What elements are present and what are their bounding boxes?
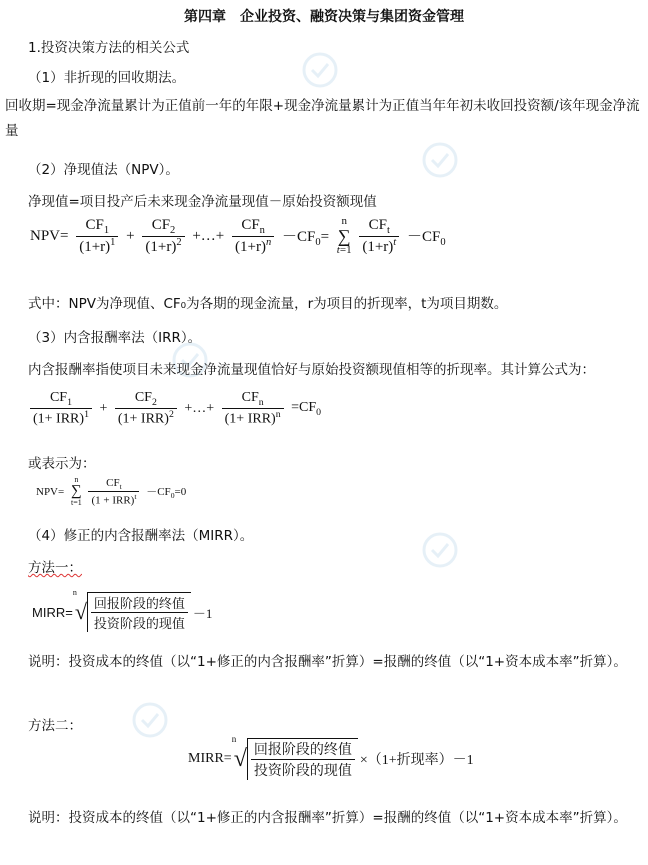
- section-heading: 1.投资决策方法的相关公式: [28, 40, 190, 56]
- npv-formula: NPV= $\frac{CF_1}{(1+r)^1}$ + $\frac{CF_2}{(1+r)^2}$ +…+ $\frac{CF_n}{(1+r)^n}$ $-CF_0=$ n ∑ t=1 $\frac{CF_t}{(1+r)^t}$ $-CF_0$: [30, 215, 446, 256]
- method-one-label: 方法一：: [28, 560, 82, 576]
- payback-formula-text: 回收期=现金净流量累计为正值前一年的年限+现金净流量累计为正值当年年初未收回投资额/该年现金净流量: [5, 98, 640, 139]
- mirr-formula-method-one: MIRR= n √ $\frac{\text{回报阶段的终值}}{\text{投资阶段的现值}}$ －1: [32, 588, 213, 631]
- subsection-heading: （4）修正的内含报酬率法（MIRR）。: [28, 528, 254, 544]
- irr-formula: $\frac{CF_1}{(1+ IRR)^1}$ + $\frac{CF_2}{(1+ IRR)^2}$ +…+ $\frac{CF_n}{(1+ IRR)^n}$ $=CF_0$: [28, 390, 323, 427]
- irr-alt-label: 或表示为：: [28, 456, 96, 472]
- watermark-logo-icon: [300, 40, 440, 100]
- subsection-heading: （2）净现值法（NPV）。: [28, 162, 179, 178]
- npv-definition-text: 净现值=项目投产后未来现金净流量现值－原始投资额现值: [28, 194, 377, 210]
- subsection-heading: （1）非折现的回收期法。: [28, 70, 186, 86]
- mirr-formula-method-two: MIRR= n √ $\frac{\text{回报阶段的终值}}{\text{投资阶段的现值}}$ ×（1+折现率）－1: [188, 734, 474, 779]
- watermark-logo-icon: [420, 520, 560, 580]
- npv-note-text: 式中：NPV为净现值、CF₀为各期的现金流量，r为项目的折现率，t为项目期数。: [28, 296, 508, 312]
- irr-sum-formula: NPV= n ∑ t=1 $\frac{CF_t}{(1 + IRR)^t}$ $-CF_0=0$: [36, 475, 187, 507]
- method-one-note: 说明：投资成本的终值（以“1+修正的内含报酬率”折算）=报酬的终值（以“1+资本成本率”折算）。: [28, 654, 627, 670]
- method-two-note: 说明：投资成本的终值（以“1+修正的内含报酬率”折算）=报酬的终值（以“1+资本成本率”折算）。: [28, 810, 627, 826]
- page-title: 第四章 企业投资、融资决策与集团资金管理: [184, 9, 464, 25]
- subsection-heading: （3）内含报酬率法（IRR）。: [28, 330, 202, 346]
- irr-definition-text: 内含报酬率指使项目未来现金净流量现值恰好与原始投资额现值相等的折现率。其计算公式为：: [28, 362, 595, 378]
- method-two-label: 方法二：: [28, 718, 82, 734]
